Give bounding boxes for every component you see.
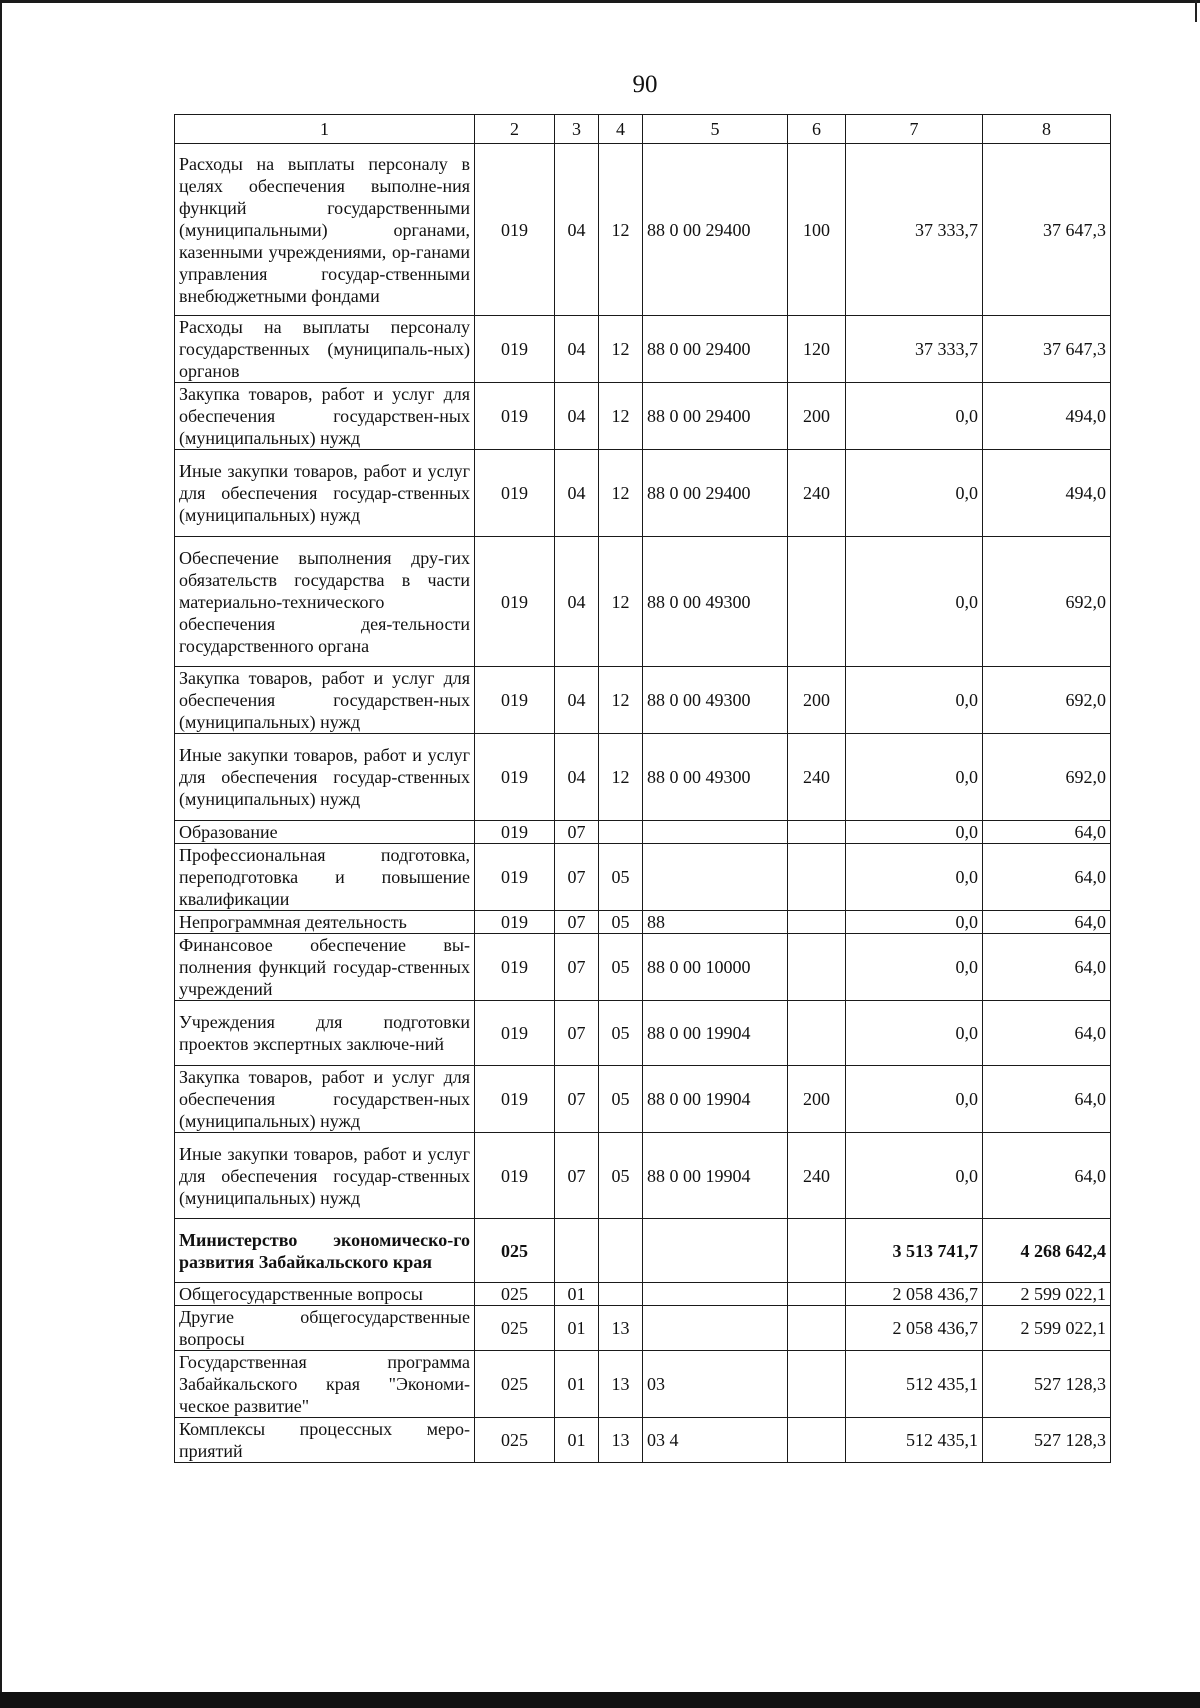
amount-col-8: 692,0: [983, 667, 1111, 734]
scan-edge-bottom: [0, 1692, 1200, 1708]
amount-col-8: 494,0: [983, 383, 1111, 450]
ministry-code: 019: [475, 383, 555, 450]
ministry-code: 025: [475, 1283, 555, 1306]
target-article-code: 88 0 00 49300: [643, 667, 788, 734]
amount-col-8: 64,0: [983, 934, 1111, 1001]
amount-col-7: 0,0: [846, 1066, 983, 1133]
target-article-code: 88 0 00 10000: [643, 934, 788, 1001]
target-article-code: 88 0 00 19904: [643, 1066, 788, 1133]
subsection-code: 05: [599, 1133, 643, 1219]
budget-item-name: Иные закупки товаров, работ и услуг для обеспечения государ-ственных (муниципальных) нужд: [175, 450, 475, 537]
subsection-code: [599, 1219, 643, 1283]
amount-col-7: 512 435,1: [846, 1418, 983, 1463]
target-article-code: 88 0 00 29400: [643, 383, 788, 450]
header-cell: 8: [983, 115, 1111, 144]
budget-item-name: Иные закупки товаров, работ и услуг для обеспечения государ-ственных (муниципальных) нужд: [175, 1133, 475, 1219]
expense-type-code: [788, 537, 846, 667]
section-code: 07: [555, 1133, 599, 1219]
ministry-code: 019: [475, 734, 555, 821]
ministry-code: 025: [475, 1219, 555, 1283]
expense-type-code: [788, 844, 846, 911]
amount-col-8: 527 128,3: [983, 1418, 1111, 1463]
ministry-code: 025: [475, 1306, 555, 1351]
budget-item-name: Расходы на выплаты персоналу в целях обеспечения выполне-ния функций государственными (муниципальными) органами, казенными учреждениями, ор-ганами управления государ-ственными внебюджетными фондами: [175, 144, 475, 316]
subsection-code: 12: [599, 734, 643, 821]
budget-table: [174, 114, 1111, 1463]
budget-item-name: Закупка товаров, работ и услуг для обеспечения государствен-ных (муниципальных) нужд: [175, 667, 475, 734]
amount-col-7: 0,0: [846, 667, 983, 734]
amount-col-8: 692,0: [983, 537, 1111, 667]
expense-type-code: 240: [788, 734, 846, 821]
target-article-code: [643, 1283, 788, 1306]
header-cell: 2: [475, 115, 555, 144]
header-cell: 1: [175, 115, 475, 144]
budget-item-name: Другие общегосударственные вопросы: [175, 1306, 475, 1351]
ministry-code: 019: [475, 450, 555, 537]
budget-item-name: Непрограммная деятельность: [175, 911, 475, 934]
subsection-code: 13: [599, 1351, 643, 1418]
scan-edge-right: [1195, 0, 1197, 22]
section-code: 01: [555, 1306, 599, 1351]
table-row: [175, 144, 1111, 316]
budget-item-name: Государственная программа Забайкальского края "Экономи-ческое развитие": [175, 1351, 475, 1418]
ministry-code: 019: [475, 934, 555, 1001]
ministry-code: 019: [475, 144, 555, 316]
amount-col-7: 0,0: [846, 383, 983, 450]
ministry-code: 025: [475, 1418, 555, 1463]
section-code: 04: [555, 316, 599, 383]
target-article-code: 88 0 00 49300: [643, 734, 788, 821]
ministry-code: 019: [475, 1001, 555, 1066]
budget-item-name: Образование: [175, 821, 475, 844]
expense-type-code: 120: [788, 316, 846, 383]
ministry-code: 019: [475, 667, 555, 734]
subsection-code: [599, 821, 643, 844]
target-article-code: [643, 1219, 788, 1283]
table-row: [175, 934, 1111, 1001]
expense-type-code: [788, 1283, 846, 1306]
budget-item-name: Комплексы процессных меро-приятий: [175, 1418, 475, 1463]
budget-item-name: Общегосударственные вопросы: [175, 1283, 475, 1306]
expense-type-code: 200: [788, 1066, 846, 1133]
table-row: [175, 1306, 1111, 1351]
amount-col-7: 0,0: [846, 450, 983, 537]
target-article-code: [643, 844, 788, 911]
target-article-code: 03: [643, 1351, 788, 1418]
amount-col-8: 2 599 022,1: [983, 1283, 1111, 1306]
amount-col-7: 2 058 436,7: [846, 1306, 983, 1351]
section-code: 07: [555, 821, 599, 844]
subsection-code: 13: [599, 1306, 643, 1351]
header-cell: 7: [846, 115, 983, 144]
scan-edge-top: [0, 0, 1200, 3]
scan-edge-left: [0, 0, 2, 1708]
subsection-code: 12: [599, 383, 643, 450]
subsection-code: 12: [599, 667, 643, 734]
section-code: 04: [555, 734, 599, 821]
ministry-code: 019: [475, 1066, 555, 1133]
section-code: 04: [555, 450, 599, 537]
ministry-code: 019: [475, 844, 555, 911]
table-row: [175, 316, 1111, 383]
amount-col-7: 3 513 741,7: [846, 1219, 983, 1283]
section-code: [555, 1219, 599, 1283]
table-row: [175, 1351, 1111, 1418]
amount-col-8: 37 647,3: [983, 316, 1111, 383]
target-article-code: [643, 821, 788, 844]
target-article-code: 03 4: [643, 1418, 788, 1463]
amount-col-7: 0,0: [846, 821, 983, 844]
amount-col-8: 64,0: [983, 1066, 1111, 1133]
amount-col-8: 692,0: [983, 734, 1111, 821]
expense-type-code: 240: [788, 1133, 846, 1219]
ministry-code: 019: [475, 911, 555, 934]
subsection-code: 12: [599, 144, 643, 316]
section-code: 07: [555, 934, 599, 1001]
subsection-code: [599, 1283, 643, 1306]
table-row: [175, 821, 1111, 844]
target-article-code: 88 0 00 19904: [643, 1001, 788, 1066]
page-number: 90: [632, 71, 658, 98]
amount-col-7: 0,0: [846, 537, 983, 667]
expense-type-code: 240: [788, 450, 846, 537]
subsection-code: 12: [599, 537, 643, 667]
ministry-code: 025: [475, 1351, 555, 1418]
table-row: [175, 667, 1111, 734]
amount-col-7: 0,0: [846, 934, 983, 1001]
section-code: 07: [555, 1001, 599, 1066]
expense-type-code: 200: [788, 667, 846, 734]
amount-col-7: 0,0: [846, 911, 983, 934]
section-code: 04: [555, 383, 599, 450]
expense-type-code: 100: [788, 144, 846, 316]
budget-item-name: Обеспечение выполнения дру-гих обязательств государства в части материально-технического обеспечения дея-тельности государственного органа: [175, 537, 475, 667]
ministry-code: 019: [475, 1133, 555, 1219]
table-row: [175, 1418, 1111, 1463]
subsection-code: 12: [599, 450, 643, 537]
table-row: [175, 1001, 1111, 1066]
budget-item-name: Учреждения для подготовки проектов экспертных заключе-ний: [175, 1001, 475, 1066]
target-article-code: 88: [643, 911, 788, 934]
expense-type-code: [788, 1219, 846, 1283]
target-article-code: 88 0 00 49300: [643, 537, 788, 667]
budget-item-name: Профессиональная подготовка, переподготовка и повышение квалификации: [175, 844, 475, 911]
section-code: 01: [555, 1283, 599, 1306]
table-row: [175, 734, 1111, 821]
subsection-code: 05: [599, 1001, 643, 1066]
amount-col-7: 0,0: [846, 1133, 983, 1219]
amount-col-8: 64,0: [983, 911, 1111, 934]
amount-col-8: 494,0: [983, 450, 1111, 537]
subsection-code: 05: [599, 844, 643, 911]
table-row: [175, 450, 1111, 537]
amount-col-8: 64,0: [983, 1133, 1111, 1219]
section-code: 07: [555, 911, 599, 934]
budget-item-name: Закупка товаров, работ и услуг для обеспечения государствен-ных (муниципальных) нужд: [175, 1066, 475, 1133]
expense-type-code: [788, 1418, 846, 1463]
subsection-code: 05: [599, 911, 643, 934]
table-row: [175, 1283, 1111, 1306]
table-row: [175, 844, 1111, 911]
amount-col-8: 527 128,3: [983, 1351, 1111, 1418]
target-article-code: 88 0 00 19904: [643, 1133, 788, 1219]
ministry-code: 019: [475, 821, 555, 844]
amount-col-7: 512 435,1: [846, 1351, 983, 1418]
budget-table-body: [175, 115, 1111, 1463]
budget-item-name: Финансовое обеспечение вы-полнения функций государ-ственных учреждений: [175, 934, 475, 1001]
expense-type-code: [788, 934, 846, 1001]
ministry-code: 019: [475, 537, 555, 667]
table-row: [175, 911, 1111, 934]
header-cell: 4: [599, 115, 643, 144]
expense-type-code: [788, 1306, 846, 1351]
section-code: 04: [555, 667, 599, 734]
header-cell: 6: [788, 115, 846, 144]
expense-type-code: [788, 821, 846, 844]
section-code: 04: [555, 144, 599, 316]
target-article-code: 88 0 00 29400: [643, 144, 788, 316]
budget-item-name: Иные закупки товаров, работ и услуг для обеспечения государ-ственных (муниципальных) нужд: [175, 734, 475, 821]
amount-col-8: 37 647,3: [983, 144, 1111, 316]
budget-item-name: Министерство экономическо-го развития Забайкальского края: [175, 1219, 475, 1283]
expense-type-code: [788, 911, 846, 934]
budget-item-name: Закупка товаров, работ и услуг для обеспечения государствен-ных (муниципальных) нужд: [175, 383, 475, 450]
table-row: [175, 1133, 1111, 1219]
amount-col-7: 37 333,7: [846, 144, 983, 316]
amount-col-7: 0,0: [846, 844, 983, 911]
amount-col-8: 64,0: [983, 844, 1111, 911]
target-article-code: [643, 1306, 788, 1351]
expense-type-code: [788, 1351, 846, 1418]
section-code: 01: [555, 1418, 599, 1463]
header-cell: 3: [555, 115, 599, 144]
header-row: [175, 115, 1111, 144]
expense-type-code: 200: [788, 383, 846, 450]
expense-type-code: [788, 1001, 846, 1066]
subsection-code: 13: [599, 1418, 643, 1463]
section-code: 01: [555, 1351, 599, 1418]
budget-item-name: Расходы на выплаты персоналу государственных (муниципаль-ных) органов: [175, 316, 475, 383]
amount-col-7: 2 058 436,7: [846, 1283, 983, 1306]
table-row: [175, 383, 1111, 450]
section-code: 07: [555, 844, 599, 911]
table-row: [175, 1219, 1111, 1283]
header-cell: 5: [643, 115, 788, 144]
section-code: 07: [555, 1066, 599, 1133]
subsection-code: 05: [599, 934, 643, 1001]
amount-col-8: 2 599 022,1: [983, 1306, 1111, 1351]
table-row: [175, 537, 1111, 667]
amount-col-7: 0,0: [846, 1001, 983, 1066]
target-article-code: 88 0 00 29400: [643, 316, 788, 383]
ministry-code: 019: [475, 316, 555, 383]
table-row: [175, 1066, 1111, 1133]
target-article-code: 88 0 00 29400: [643, 450, 788, 537]
amount-col-7: 37 333,7: [846, 316, 983, 383]
amount-col-7: 0,0: [846, 734, 983, 821]
section-code: 04: [555, 537, 599, 667]
amount-col-8: 4 268 642,4: [983, 1219, 1111, 1283]
amount-col-8: 64,0: [983, 1001, 1111, 1066]
subsection-code: 05: [599, 1066, 643, 1133]
subsection-code: 12: [599, 316, 643, 383]
amount-col-8: 64,0: [983, 821, 1111, 844]
